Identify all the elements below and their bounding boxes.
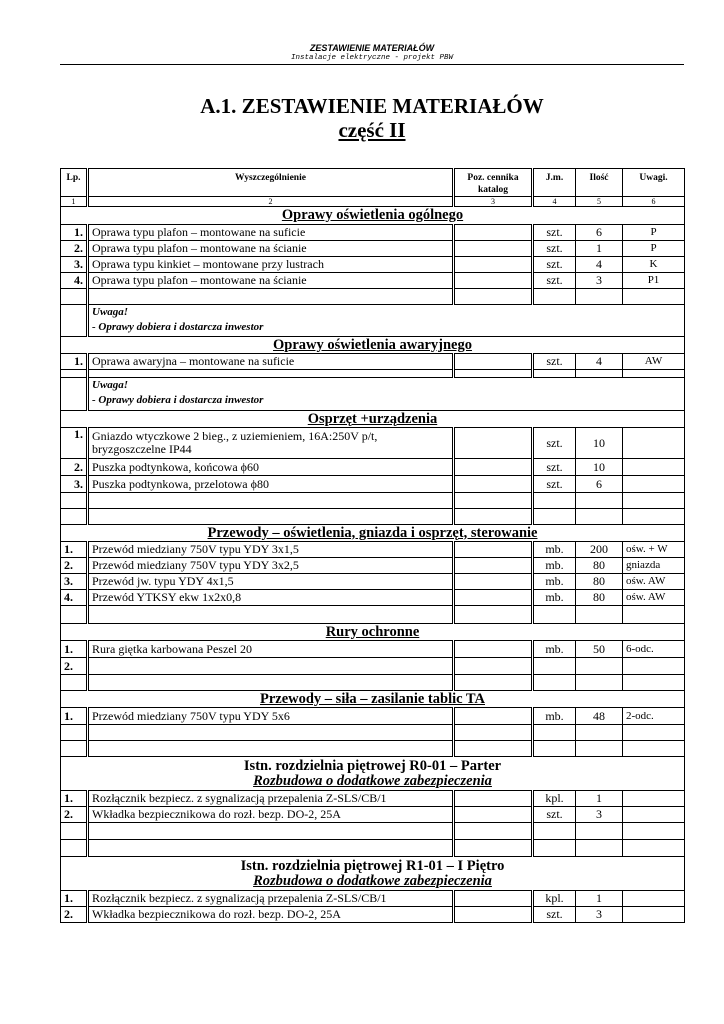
row-jm: szt.: [533, 428, 576, 459]
column-number-row: [61, 197, 685, 207]
row-desc: Rozłącznik bezpiecz. z sygnalizacją przepalenia Z-SLS/CB/1: [88, 791, 454, 807]
table-row: [61, 257, 685, 273]
row-poz: [454, 708, 533, 725]
section-subtitle: Rozbudowa o dodatkowe zabezpieczenia: [253, 772, 492, 789]
row-poz: [454, 542, 533, 558]
row-poz: [454, 476, 533, 493]
row-desc: Puszka podtynkowa, przelotowa ϕ80: [88, 476, 454, 493]
row-jm: szt.: [533, 907, 576, 923]
section-subtitle: Rozbudowa o dodatkowe zabezpieczenia: [253, 872, 492, 889]
row-poz: [454, 641, 533, 658]
section-title: Oprawy oświetlenia ogólnego: [281, 207, 464, 223]
row-poz: [454, 891, 533, 907]
row-poz: [454, 241, 533, 257]
table-row: [61, 273, 685, 289]
row-qty: 10: [576, 459, 623, 476]
row-poz: [454, 354, 533, 370]
row-desc: Przewód miedziany 750V typu YDY 5x6: [88, 708, 454, 725]
row-note: [623, 907, 685, 923]
row-qty: 3: [576, 273, 623, 289]
table-row: [61, 476, 685, 493]
row-jm: kpl.: [533, 891, 576, 907]
col-number-3: 3: [454, 197, 533, 207]
table-row: [61, 558, 685, 574]
row-qty: 80: [576, 590, 623, 606]
table-row: [61, 658, 685, 675]
row-note: [623, 891, 685, 907]
header-poz: Poz. cennika katalog: [454, 169, 533, 197]
row-qty: 4: [576, 354, 623, 370]
section-header: [61, 624, 685, 641]
row-desc: Puszka podtynkowa, końcowa ϕ60: [88, 459, 454, 476]
row-lp: 2.: [61, 241, 88, 257]
table-row: [61, 574, 685, 590]
row-lp: 2.: [61, 658, 88, 675]
row-qty: 10: [576, 428, 623, 459]
empty-row: [61, 493, 685, 509]
row-note: ośw. + W: [623, 542, 685, 558]
row-poz: [454, 225, 533, 241]
row-jm: [533, 658, 576, 675]
row-lp: 2.: [61, 558, 88, 574]
row-note: 6-odc.: [623, 641, 685, 658]
row-jm: mb.: [533, 708, 576, 725]
row-jm: szt.: [533, 273, 576, 289]
row-desc: Oprawa awaryjna – montowane na suficie: [88, 354, 454, 370]
row-desc: Wkładka bezpiecznikowa do rozł. bezp. DO-2, 25A: [88, 907, 454, 923]
row-qty: 80: [576, 574, 623, 590]
row-note: [623, 459, 685, 476]
col-number-4: 4: [533, 197, 576, 207]
section-title: Istn. rozdzielnia piętrowej R0-01 – Parter: [243, 757, 502, 774]
section-header: [61, 757, 685, 791]
table-row: [61, 354, 685, 370]
row-poz: [454, 428, 533, 459]
row-note: [623, 658, 685, 675]
empty-row: [61, 725, 685, 741]
header-lp: Lp.: [61, 169, 88, 197]
row-jm: mb.: [533, 558, 576, 574]
row-poz: [454, 791, 533, 807]
table-row: [61, 428, 685, 459]
row-note: [623, 807, 685, 823]
row-poz: [454, 558, 533, 574]
row-desc: Przewód jw. typu YDY 4x1,5: [88, 574, 454, 590]
table-row: [61, 807, 685, 823]
row-lp: 1.: [61, 708, 88, 725]
row-qty: 1: [576, 791, 623, 807]
header-jm: J.m.: [533, 169, 576, 197]
row-lp: 2.: [61, 459, 88, 476]
section-header: [61, 691, 685, 708]
row-note: P: [623, 241, 685, 257]
row-note: K: [623, 257, 685, 273]
row-jm: szt.: [533, 476, 576, 493]
row-desc: Wkładka bezpiecznikowa do rozł. bezp. DO-2, 25A: [88, 807, 454, 823]
materials-table: [60, 168, 685, 923]
row-qty: 50: [576, 641, 623, 658]
row-poz: [454, 257, 533, 273]
document-title-line2: część II: [338, 118, 406, 142]
header-name: Wyszczególnienie: [88, 169, 454, 197]
row-qty: 3: [576, 907, 623, 923]
row-desc: [88, 658, 454, 675]
row-note: [623, 791, 685, 807]
document-title: [60, 94, 684, 142]
row-lp: 1.: [61, 225, 88, 241]
row-desc: Oprawa typu plafon – montowane na ścianie: [88, 273, 454, 289]
row-poz: [454, 273, 533, 289]
row-lp: 1.: [61, 641, 88, 658]
section-title: Istn. rozdzielnia piętrowej R1-01 – I Piętro: [240, 857, 505, 874]
row-desc: Przewód YTKSY ekw 1x2x0,8: [88, 590, 454, 606]
empty-row: [61, 289, 685, 305]
section-header: [61, 411, 685, 428]
row-lp: 4.: [61, 590, 88, 606]
empty-row: [61, 370, 685, 378]
row-lp: 2.: [61, 807, 88, 823]
row-note: AW: [623, 354, 685, 370]
row-desc: Rura giętka karbowana Peszel 20: [88, 641, 454, 658]
section-title: Oprawy oświetlenia awaryjnego: [273, 336, 472, 353]
row-jm: mb.: [533, 574, 576, 590]
row-desc: Oprawa typu plafon – montowane na suficie: [88, 225, 454, 241]
table-row: [61, 590, 685, 606]
header-divider: [60, 64, 684, 65]
page-header: [60, 43, 684, 63]
row-qty: 1: [576, 891, 623, 907]
table-row: [61, 241, 685, 257]
section-header: [61, 337, 685, 354]
empty-row: [61, 675, 685, 691]
row-jm: kpl.: [533, 791, 576, 807]
table-row: [61, 542, 685, 558]
row-qty: 1: [576, 241, 623, 257]
row-desc: Przewód miedziany 750V typu YDY 3x2,5: [88, 558, 454, 574]
row-lp: 3.: [61, 476, 88, 493]
table-row: [61, 907, 685, 923]
row-poz: [454, 907, 533, 923]
row-jm: mb.: [533, 542, 576, 558]
row-jm: szt.: [533, 354, 576, 370]
row-note: ośw. AW: [623, 590, 685, 606]
row-qty: 3: [576, 807, 623, 823]
document-title-line1: A.1. ZESTAWIENIE MATERIAŁÓW: [200, 94, 544, 118]
row-poz: [454, 658, 533, 675]
row-poz: [454, 574, 533, 590]
row-jm: szt.: [533, 257, 576, 273]
row-note: P1: [623, 273, 685, 289]
table-row: [61, 791, 685, 807]
empty-row: [61, 509, 685, 525]
row-lp: 1.: [61, 891, 88, 907]
note-heading: Uwaga!: [92, 379, 129, 391]
row-jm: szt.: [533, 807, 576, 823]
row-note: [623, 476, 685, 493]
row-note: gniazda: [623, 558, 685, 574]
row-poz: [454, 590, 533, 606]
row-lp: 1.: [61, 428, 88, 459]
row-jm: szt.: [533, 459, 576, 476]
row-lp: 4.: [61, 273, 88, 289]
section-title: Przewody – siła – zasilanie tablic TA: [259, 690, 485, 707]
row-qty: 200: [576, 542, 623, 558]
row-jm: szt.: [533, 225, 576, 241]
header-qty: Ilość: [576, 169, 623, 197]
row-qty: 6: [576, 476, 623, 493]
header-notes: Uwagi.: [623, 169, 685, 197]
empty-row: [61, 606, 685, 624]
row-qty: 80: [576, 558, 623, 574]
table-row: [61, 708, 685, 725]
table-row: [61, 459, 685, 476]
section-header: [61, 207, 685, 225]
section-title: Osprzęt +urządzenia: [307, 410, 438, 427]
row-desc: Oprawa typu plafon – montowane na ścianie: [88, 241, 454, 257]
row-lp: 1.: [61, 542, 88, 558]
table-row: [61, 891, 685, 907]
row-qty: 48: [576, 708, 623, 725]
note-text: - Oprawy dobiera i dostarcza inwestor: [92, 321, 264, 333]
table-header-row: [61, 169, 685, 197]
row-qty: 4: [576, 257, 623, 273]
empty-row: [61, 741, 685, 757]
row-note: ośw. AW: [623, 574, 685, 590]
table-row: [61, 225, 685, 241]
row-lp: 1.: [61, 354, 88, 370]
section-title: Rury ochronne: [325, 623, 420, 640]
row-note: 2-odc.: [623, 708, 685, 725]
section-header: [61, 525, 685, 542]
row-desc: Oprawa typu kinkiet – montowane przy lustrach: [88, 257, 454, 273]
row-qty: 6: [576, 225, 623, 241]
col-number-1: 1: [61, 197, 88, 207]
col-number-5: 5: [576, 197, 623, 207]
note-row: [61, 305, 685, 337]
row-desc: Rozłącznik bezpiecz. z sygnalizacją przepalenia Z-SLS/CB/1: [88, 891, 454, 907]
table-row: [61, 641, 685, 658]
row-lp: 3.: [61, 257, 88, 273]
section-header: [61, 857, 685, 891]
row-lp: 3.: [61, 574, 88, 590]
row-desc: Przewód miedziany 750V typu YDY 3x1,5: [88, 542, 454, 558]
note-heading: Uwaga!: [92, 306, 129, 318]
header-subtitle: Instalacje elektryczne - projekt PBW: [290, 54, 454, 62]
col-number-6: 6: [623, 197, 685, 207]
row-lp: 1.: [61, 791, 88, 807]
col-number-2: 2: [88, 197, 454, 207]
section-title: Przewody – oświetlenia, gniazda i osprzęt, sterowanie: [207, 524, 538, 541]
row-poz: [454, 807, 533, 823]
row-poz: [454, 459, 533, 476]
row-desc: Gniazdo wtyczkowe 2 bieg., z uziemieniem, 16A:250V p/t, bryzgoszczelne IP44: [88, 428, 454, 459]
row-qty: [576, 658, 623, 675]
note-row: [61, 378, 685, 411]
row-jm: mb.: [533, 590, 576, 606]
row-jm: szt.: [533, 241, 576, 257]
row-note: [623, 428, 685, 459]
row-lp: 2.: [61, 907, 88, 923]
row-note: P: [623, 225, 685, 241]
empty-row: [61, 823, 685, 840]
note-text: - Oprawy dobiera i dostarcza inwestor: [92, 394, 264, 406]
header-title: ZESTAWIENIE MATERIAŁÓW: [309, 43, 435, 53]
row-jm: mb.: [533, 641, 576, 658]
empty-row: [61, 840, 685, 857]
